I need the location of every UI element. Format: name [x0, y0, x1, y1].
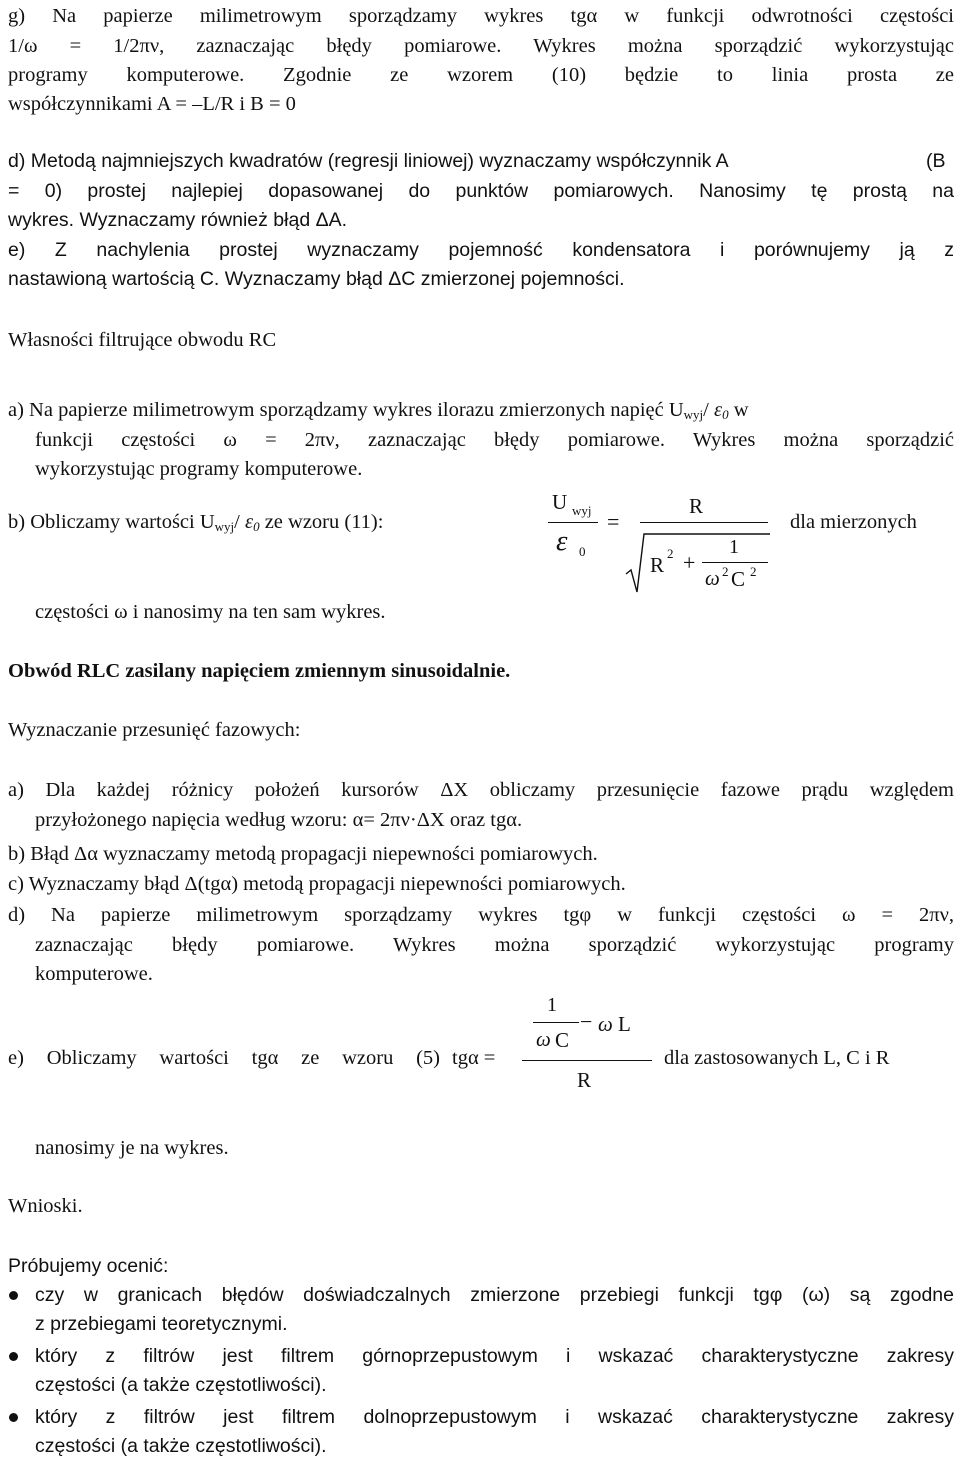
bullet-1: [9, 1291, 18, 1300]
slash: /: [703, 399, 714, 421]
paragraph-g-line3: programy komputerowe. Zgodnie ze wzorem (10) będzie to linia prosta ze: [8, 64, 954, 86]
formula-inner-fraction-bar: [702, 562, 768, 563]
formula-omega: ω: [705, 566, 720, 590]
paragraph-fa-line1-end: w: [728, 399, 749, 421]
paragraph-g-line1: g) Na papierze milimetrowym sporządzamy wykres tgα w funkcji odwrotności częstości: [8, 5, 954, 27]
formula-plus: +: [683, 550, 696, 575]
epsilon-symbol: ε: [713, 399, 723, 421]
formula-epsilon: ε: [556, 525, 568, 557]
bullet-2: [9, 1352, 18, 1361]
bullet-3: [9, 1413, 18, 1422]
paragraph-rd-line1: d) Na papierze milimetrowym sporządzamy wykres tgφ w funkcji częstości ω = 2πν,: [8, 904, 954, 926]
bullet-2-line2: częstości (a także częstotliwości).: [35, 1374, 327, 1396]
bullet-1-line2: z przebiegami teoretycznymi.: [35, 1313, 288, 1335]
paragraph-fb-line1-end: dla mierzonych: [790, 511, 917, 533]
paragraph-e-line1: e) Z nachylenia prostej wyznaczamy pojemność kondensatora i porównujemy ją z: [8, 239, 954, 261]
subscript-wyj: wyj: [214, 519, 235, 534]
epsilon-symbol: ε: [244, 511, 254, 533]
paragraph-rd-line2: zaznaczając błędy pomiarowe. Wykres można sporządzić wykorzystując programy: [35, 934, 954, 956]
paragraph-fb-line1-text: b) Obliczamy wartości U: [8, 511, 215, 533]
formula-eps-zero: 0: [579, 544, 586, 559]
subscript-wyj: wyj: [683, 407, 704, 422]
subscript-zero: 0: [253, 519, 260, 534]
formula5-omega1: ω: [536, 1027, 551, 1051]
paragraph-g-line2: 1/ω = 1/2πν, zaznaczając błędy pomiarowe. Wykres można sporządzić wykorzystując: [8, 35, 954, 57]
bullet-2-line1: który z filtrów jest filtrem górnoprzepustowym i wskazać charakterystyczne zakresy: [35, 1345, 954, 1367]
paragraph-fb-line1-mid: ze wzoru (11):: [259, 511, 384, 533]
heading-phase-shifts: Wyznaczanie przesunięć fazowych:: [8, 719, 301, 741]
heading-conclusions: Wnioski.: [8, 1195, 83, 1217]
paragraph-fb-line1: [8, 510, 383, 539]
formula5-inner-fraction-bar: [533, 1022, 579, 1023]
paragraph-fa-line2: funkcji częstości ω = 2πν, zaznaczając błędy pomiarowe. Wykres można sporządzić: [35, 429, 954, 451]
paragraph-re-line1-end: dla zastosowanych L, C i R: [664, 1047, 890, 1069]
formula-fraction-bar-left: [548, 522, 598, 523]
heading-rlc-circuit: Obwód RLC zasilany napięciem zmiennym sinusoidalnie.: [8, 660, 511, 682]
formula5-one: 1: [547, 994, 557, 1016]
subscript-zero: 0: [722, 407, 729, 422]
formula5-main-fraction-bar: [522, 1060, 652, 1061]
formula-C: C: [731, 567, 746, 591]
paragraph-re-line2: nanosimy je na wykres.: [35, 1137, 229, 1159]
formula-U: U: [552, 490, 568, 514]
formula-equals: =: [607, 509, 620, 534]
formula-R2-sq: 2: [667, 546, 674, 561]
paragraph-e-line2: nastawioną wartością C. Wyznaczamy błąd ΔC zmierzonej pojemności.: [8, 268, 625, 290]
paragraph-d-line1: d) Metodą najmniejszych kwadratów (regresji liniowej) wyznaczamy współczynnik A: [8, 150, 729, 172]
paragraph-d-line1-end: (B: [926, 150, 946, 172]
paragraph-ra-line2: przyłożonego napięcia według wzoru: α= 2πν·ΔX oraz tgα.: [35, 809, 523, 831]
bullet-3-line2: częstości (a także częstotliwości).: [35, 1435, 327, 1457]
paragraph-fa-line3: wykorzystując programy komputerowe.: [35, 458, 363, 480]
paragraph-d-line2: = 0) prostej najlepiej dopasowanej do punktów pomiarowych. Nanosimy tę prostą na: [8, 180, 954, 202]
paragraph-re-line1: e) Obliczamy wartości tgα ze wzoru (5): [8, 1047, 440, 1069]
paragraph-fb-line2: częstości ω i nanosimy na ten sam wykres.: [35, 601, 386, 623]
formula-C-sq: 2: [750, 564, 757, 579]
paragraph-ra-line1: a) Dla każdej różnicy położeń kursorów ΔX obliczamy przesunięcie fazowe prądu względem: [8, 779, 954, 801]
formula-omega-sq: 2: [722, 564, 729, 579]
paragraph-re-tg: tgα =: [452, 1047, 496, 1069]
slash: /: [234, 511, 245, 533]
paragraph-d-line3: wykres. Wyznaczamy również błąd ΔA.: [8, 209, 348, 231]
bullet-1-line1: czy w granicach błędów doświadczalnych zmierzone przebiegi funkcji tgφ (ω) są zgodne: [35, 1284, 954, 1306]
formula5-R: R: [577, 1068, 592, 1092]
heading-rc-filter: Własności filtrujące obwodu RC: [8, 329, 277, 351]
paragraph-fa-line1: [8, 398, 749, 427]
formula-wyj: wyj: [572, 503, 592, 518]
paragraph-rb: b) Błąd Δα wyznaczamy metodą propagacji niepewności pomiarowych.: [8, 843, 598, 865]
formula5-omega2: ω: [598, 1012, 613, 1036]
formula5-C: C: [555, 1028, 570, 1052]
formula-R2: R: [650, 553, 665, 577]
paragraph-g-line4: współczynnikami A = –L/R i B = 0: [8, 93, 296, 115]
formula-one: 1: [729, 536, 739, 558]
paragraph-rc: c) Wyznaczamy błąd Δ(tgα) metodą propagacji niepewności pomiarowych.: [8, 873, 626, 895]
formula-R-numerator: R: [689, 494, 704, 518]
bullet-3-line1: który z filtrów jest filtrem dolnoprzepustowym i wskazać charakterystyczne zakresy: [35, 1406, 954, 1428]
paragraph-rd-line3: komputerowe.: [35, 963, 153, 985]
formula5-L: L: [618, 1012, 631, 1036]
formula5-minus: −: [580, 1009, 593, 1034]
text-we-try-to-assess: Próbujemy ocenić:: [8, 1255, 169, 1277]
paragraph-fa-line1-text: a) Na papierze milimetrowym sporządzamy wykres ilorazu zmierzonych napięć U: [8, 399, 684, 421]
formula-main-fraction-bar: [640, 522, 768, 523]
